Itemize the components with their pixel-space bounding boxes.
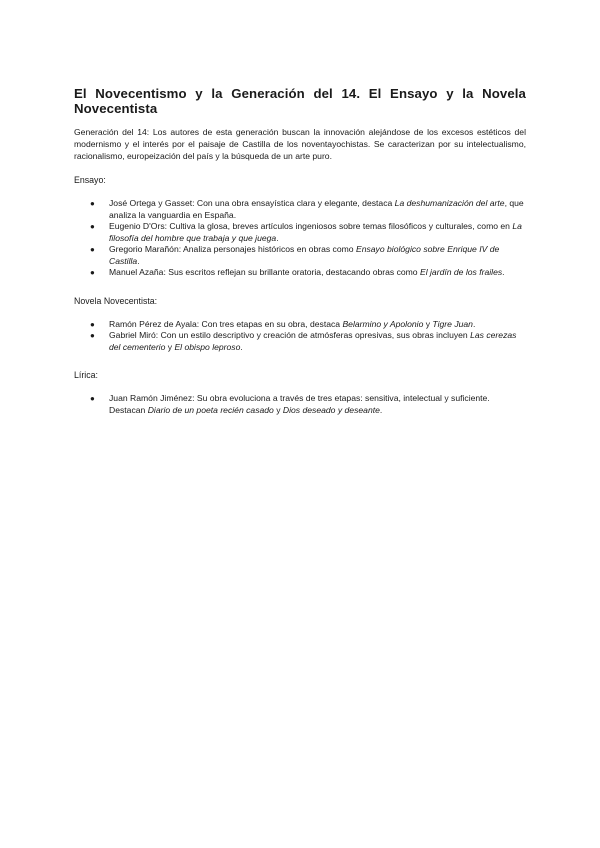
list-item [74,198,526,221]
item-text: , que analiza la vanguardia en España. [109,198,524,220]
item-text: Eugenio D'Ors: Cultiva la glosa, breves artículos ingeniosos sobre temas filosóficos y culturales, como en [109,221,513,231]
item-text: y [273,404,283,415]
item-text: Ramón Pérez de Ayala: Con tres etapas en su obra, destaca [109,318,343,329]
work-title: Diario de un poeta recién casado [147,404,274,415]
list-item [74,244,526,267]
list-item [74,330,526,353]
intro-paragraph: Generación del 14: Los autores de esta generación buscan la innovación alejándose de los excesos estéticos del modernismo y el interés por el paisaje de Castilla de los noventayochistas. Se caracterizan por su intelectualismo, racionalismo, europeización del país y la búsqueda de un arte puro. [74,127,526,161]
item-text: y [423,318,433,329]
list-item [74,267,526,279]
work-title: Belarmino y Apolonio [342,318,424,329]
item-text: Gregorio Marañón: Analiza personajes históricos en obras como [109,244,356,254]
list-item [74,221,526,244]
section-heading-ensayo: Ensayo: [74,175,106,185]
work-title: El obispo leproso [174,341,241,352]
bullet-icon: ● [90,222,95,231]
list-item [74,319,526,331]
work-title: Ensayo biológico sobre Enrique IV de Castilla [109,244,500,266]
item-text: . [137,255,140,266]
bullet-list-ensayo [74,198,526,279]
item-text: . [240,341,243,352]
bullet-icon: ● [90,319,95,329]
work-title: El jardín de los frailes [419,267,503,277]
item-text: . [502,267,505,277]
bullet-icon: ● [90,331,95,340]
item-text: Gabriel Miró: Con un estilo descriptivo y creación de atmósferas opresivas, sus obras incluyen [109,330,471,340]
bullet-icon: ● [90,268,95,277]
item-text: . [379,404,383,415]
item-text: Juan Ramón Jiménez: Su obra evoluciona a través de tres etapas: sensitiva, intelectual y suficiente. Destacan [109,393,490,415]
list-item [74,393,526,416]
bullet-list-lirica [74,393,526,416]
work-title: Tigre Juan [432,318,473,329]
item-text: . [276,232,279,243]
bullet-icon: ● [90,394,95,403]
bullet-icon: ● [90,199,95,208]
document-title: El Novecentismo y la Generación del 14. El Ensayo y la Novela Novecentista [74,86,526,116]
work-title: Las cerezas del cementerio [109,330,517,352]
item-text: y [165,341,175,352]
section-heading-lirica: Lírica: [74,370,98,380]
section-heading-novela: Novela Novecentista: [74,295,158,306]
bullet-icon: ● [90,245,95,254]
work-title: La filosofía del hombre que trabaja y que juega [109,221,522,243]
item-text: Manuel Azaña: Sus escritos reflejan su brillante oratoria, destacando obras como [109,267,420,277]
bullet-list-novela [74,319,526,354]
item-text: . [472,318,476,329]
work-title: Dios deseado y deseante [282,404,380,415]
item-text: José Ortega y Gasset: Con una obra ensayística clara y elegante, destaca [109,198,395,208]
work-title: La deshumanización del arte [394,198,505,208]
